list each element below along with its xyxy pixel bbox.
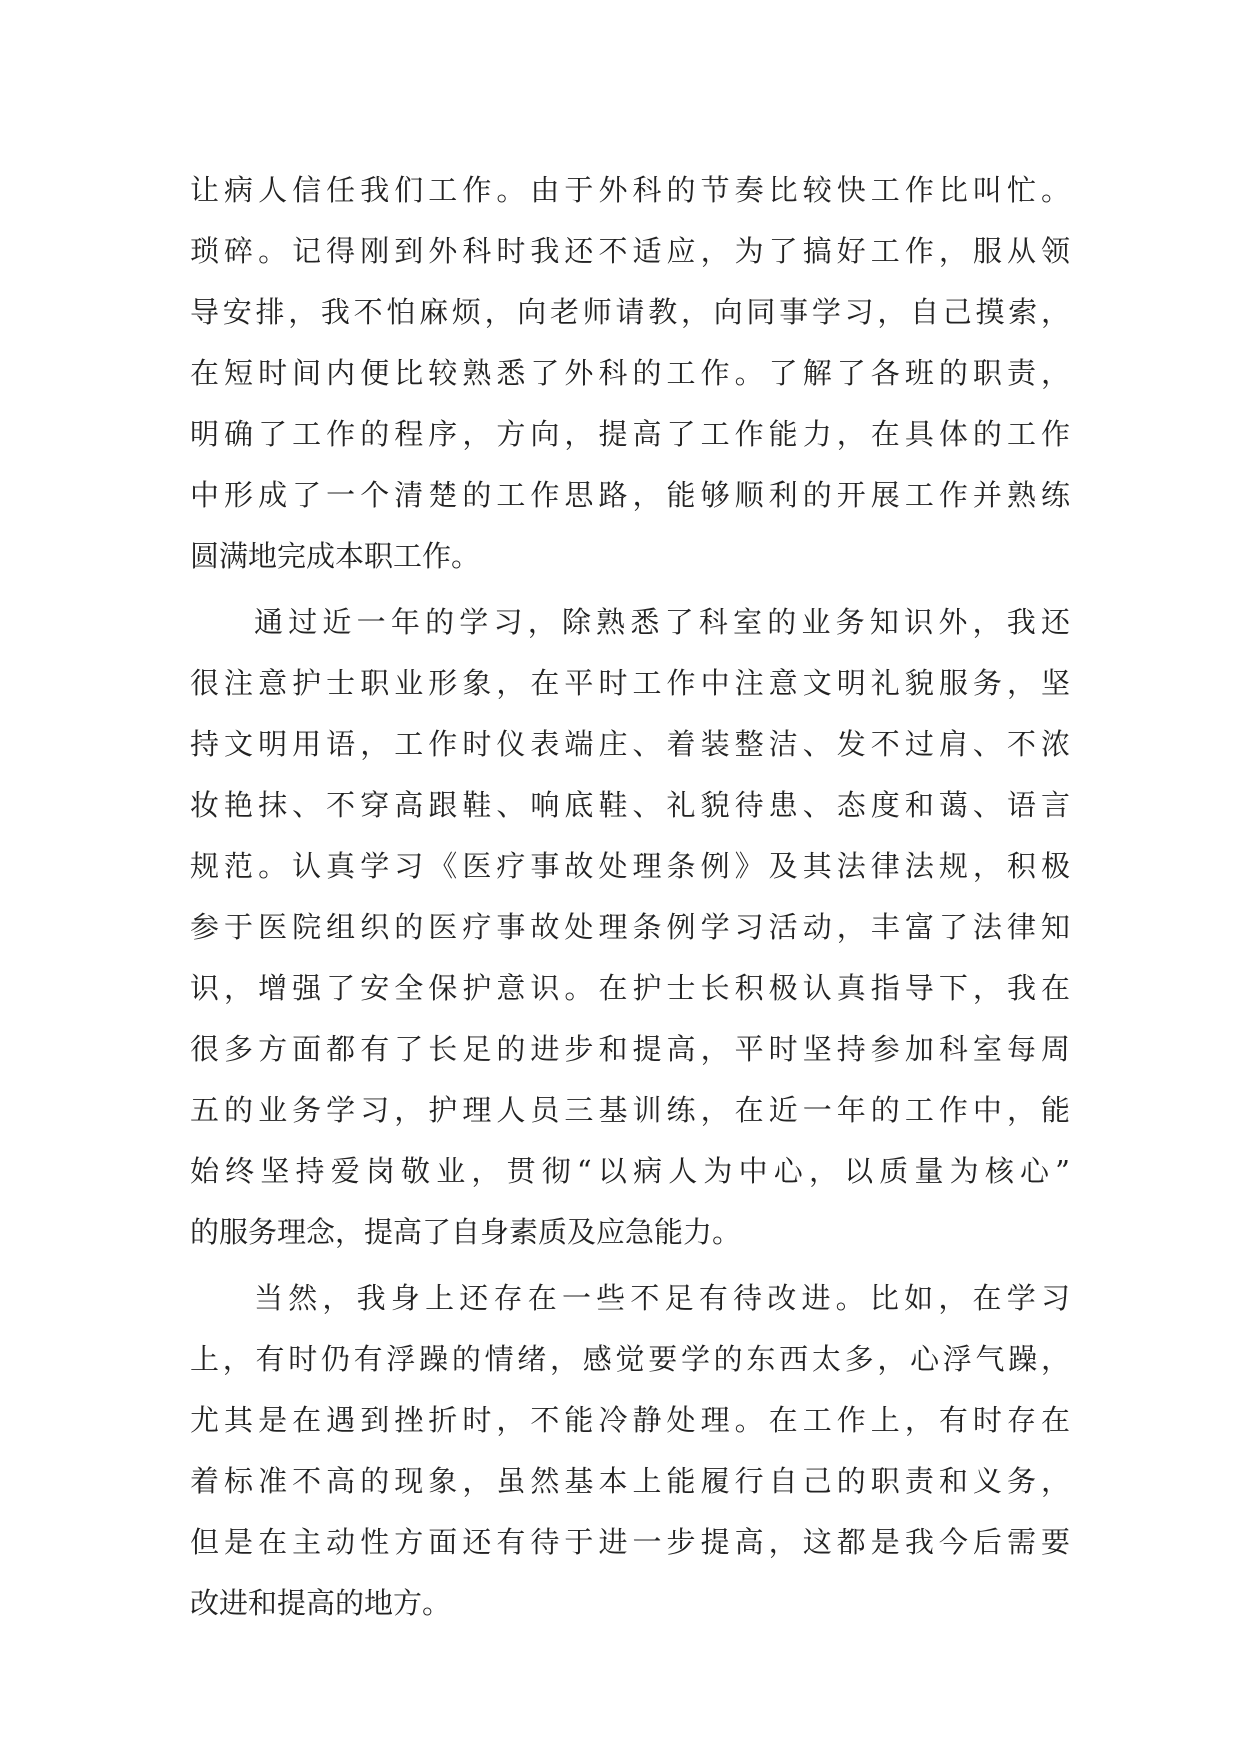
text-line: 让病人信任我们工作。由于外科的节奏比较快工作比叫忙。	[190, 173, 1070, 207]
text-line: 很多方面都有了长足的进步和提高，平时坚持参加科室每周	[190, 1032, 1070, 1066]
text-line: 琐碎。记得刚到外科时我还不适应，为了搞好工作，服从领	[190, 234, 1070, 268]
text-line: 当然，我身上还存在一些不足有待改进。比如，在学习	[254, 1281, 1070, 1315]
text-line: 改进和提高的地方。	[190, 1586, 452, 1620]
text-line: 圆满地完成本职工作。	[190, 539, 481, 573]
text-line: 妆艳抹、不穿高跟鞋、响底鞋、礼貌待患、态度和蔼、语言	[190, 788, 1070, 822]
text-line: 尤其是在遇到挫折时，不能冷静处理。在工作上，有时存在	[190, 1403, 1070, 1437]
paragraph-1	[190, 160, 1070, 587]
text-line: 始终坚持爱岗敬业，贯彻“以病人为中心，以质量为核心”	[190, 1154, 1070, 1188]
text-line: 但是在主动性方面还有待于进一步提高，这都是我今后需要	[190, 1525, 1070, 1559]
text-line: 中形成了一个清楚的工作思路，能够顺利的开展工作并熟练	[190, 478, 1070, 512]
text-line: 的服务理念，提高了自身素质及应急能力。	[190, 1215, 742, 1249]
text-line: 上，有时仍有浮躁的情绪，感觉要学的东西太多，心浮气躁，	[190, 1342, 1070, 1376]
text-line: 导安排，我不怕麻烦，向老师请教，向同事学习，自己摸索，	[190, 295, 1070, 329]
text-line: 规范。认真学习《医疗事故处理条例》及其法律法规，积极	[190, 849, 1070, 883]
text-line: 识，增强了安全保护意识。在护士长积极认真指导下，我在	[190, 971, 1070, 1005]
text-line: 五的业务学习，护理人员三基训练，在近一年的工作中，能	[190, 1093, 1070, 1127]
text-line: 着标准不高的现象，虽然基本上能履行自己的职责和义务，	[190, 1464, 1070, 1498]
paragraph-2	[190, 592, 1070, 1263]
text-line: 持文明用语，工作时仪表端庄、着装整洁、发不过肩、不浓	[190, 727, 1070, 761]
document-body	[190, 160, 1070, 1634]
text-line: 很注意护士职业形象，在平时工作中注意文明礼貌服务，坚	[190, 666, 1070, 700]
text-line: 明确了工作的程序，方向，提高了工作能力，在具体的工作	[190, 417, 1070, 451]
paragraph-3	[190, 1268, 1070, 1634]
text-line: 参于医院组织的医疗事故处理条例学习活动，丰富了法律知	[190, 910, 1070, 944]
text-line: 通过近一年的学习，除熟悉了科室的业务知识外，我还	[254, 605, 1070, 639]
text-line: 在短时间内便比较熟悉了外科的工作。了解了各班的职责，	[190, 356, 1070, 390]
